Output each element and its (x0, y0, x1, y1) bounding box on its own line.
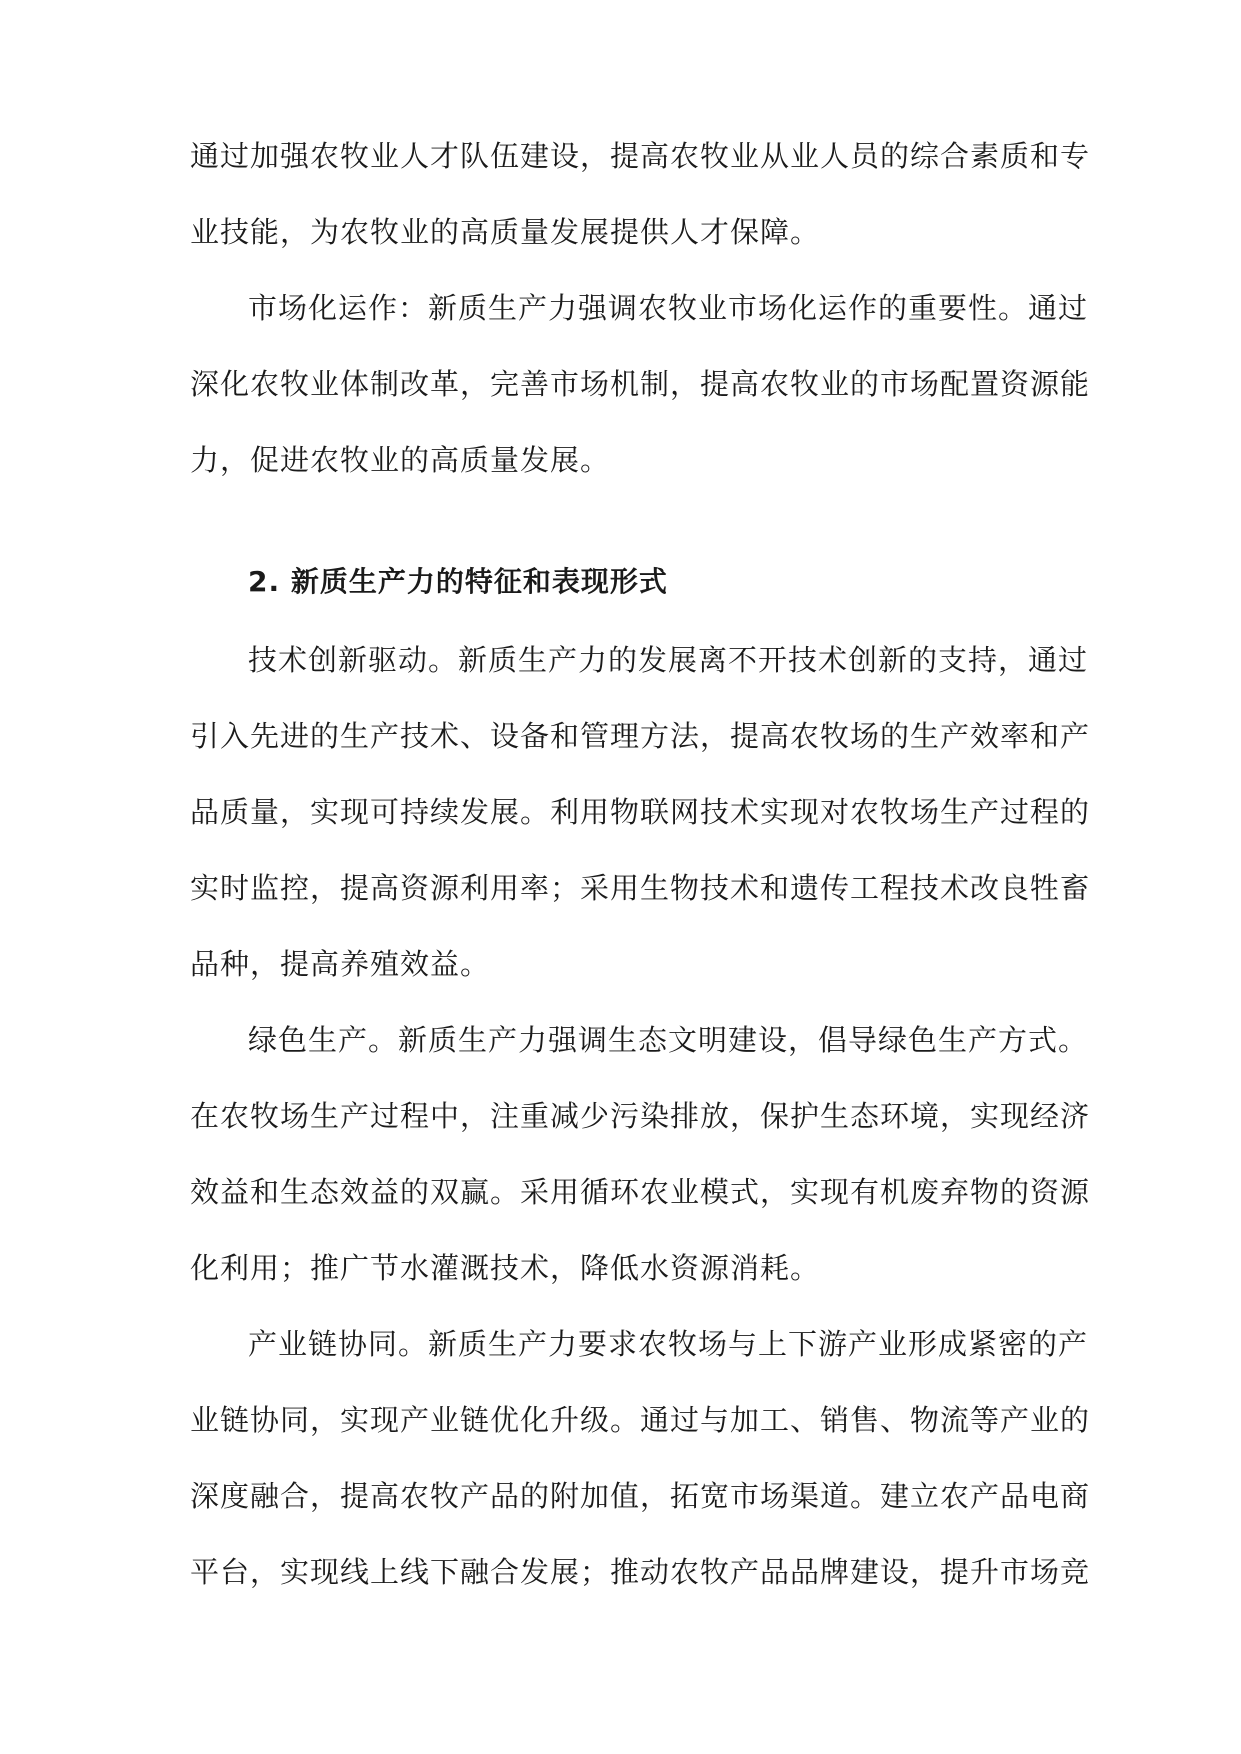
paragraph-line: 化利用；推广节水灌溉技术，降低水资源消耗。 (190, 1251, 821, 1285)
section-heading: 2. 新质生产力的特征和表现形式 (248, 565, 668, 598)
paragraph-line: 引入先进的生产技术、设备和管理方法，提高农牧场的生产效率和产 (190, 719, 1091, 753)
paragraph-line: 力，促进农牧业的高质量发展。 (190, 443, 611, 477)
paragraph-line: 效益和生态效益的双赢。采用循环农业模式，实现有机废弃物的资源 (190, 1175, 1091, 1209)
paragraph-line: 平台，实现线上线下融合发展；推动农牧产品品牌建设，提升市场竞 (190, 1555, 1091, 1589)
paragraph-line: 通过加强农牧业人才队伍建设，提高农牧业从业人员的综合素质和专 (190, 139, 1091, 173)
paragraph-line: 深化农牧业体制改革，完善市场机制，提高农牧业的市场配置资源能 (190, 367, 1091, 401)
paragraph-line: 业链协同，实现产业链优化升级。通过与加工、销售、物流等产业的 (190, 1403, 1091, 1437)
paragraph-line: 品种，提高养殖效益。 (190, 947, 491, 981)
paragraph-line: 产业链协同。新质生产力要求农牧场与上下游产业形成紧密的产 (248, 1327, 1089, 1361)
paragraph-line: 品质量，实现可持续发展。利用物联网技术实现对农牧场生产过程的 (190, 795, 1091, 829)
paragraph-line: 绿色生产。新质生产力强调生态文明建设，倡导绿色生产方式。 (248, 1023, 1089, 1057)
paragraph-line: 深度融合，提高农牧产品的附加值，拓宽市场渠道。建立农产品电商 (190, 1479, 1091, 1513)
paragraph-line: 在农牧场生产过程中，注重减少污染排放，保护生态环境，实现经济 (190, 1099, 1091, 1133)
paragraph-line: 实时监控，提高资源利用率；采用生物技术和遗传工程技术改良牲畜 (190, 871, 1091, 905)
paragraph-line: 业技能，为农牧业的高质量发展提供人才保障。 (190, 215, 821, 249)
paragraph-line: 市场化运作：新质生产力强调农牧业市场化运作的重要性。通过 (248, 291, 1089, 325)
paragraph-line: 技术创新驱动。新质生产力的发展离不开技术创新的支持，通过 (248, 643, 1089, 677)
